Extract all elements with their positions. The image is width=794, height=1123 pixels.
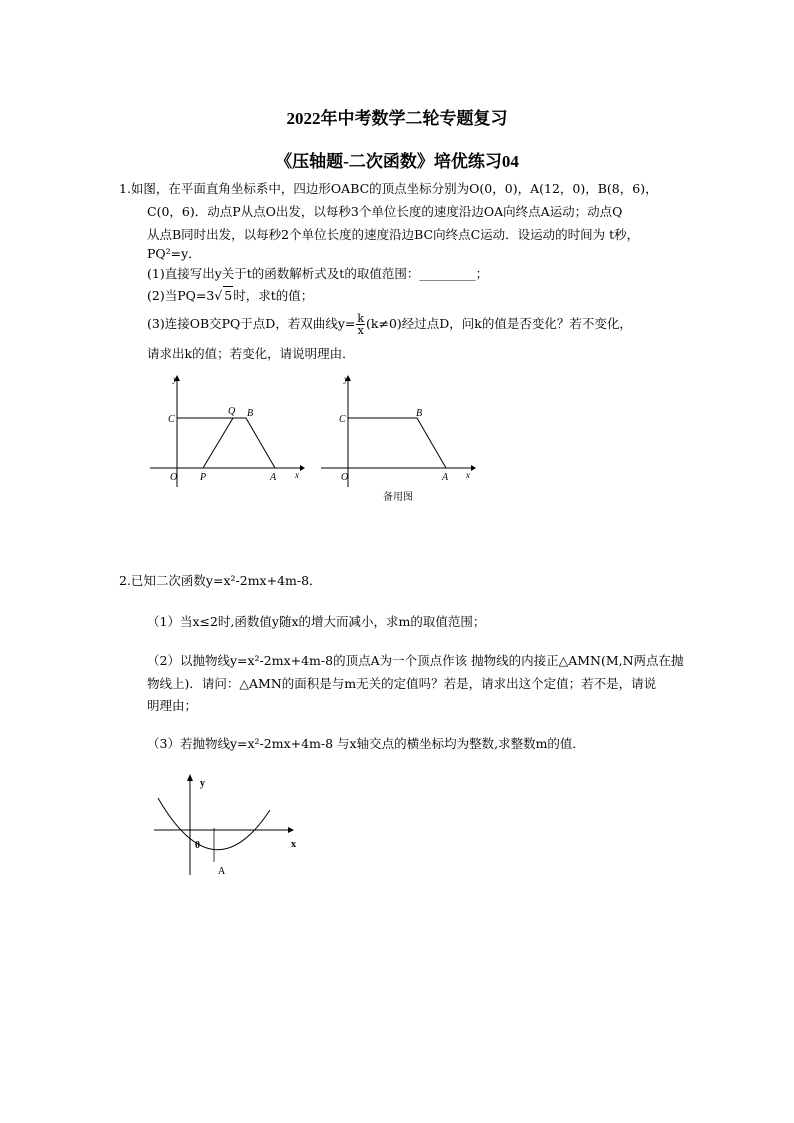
label-x: x xyxy=(466,470,470,480)
q2-part2-line2: 物线上)．请问：△AMN的面积是与m无关的定值吗？若是，请求出这个定值；若不是，请说 xyxy=(147,676,657,691)
segment-PQ xyxy=(203,418,233,468)
figure-3 xyxy=(148,770,308,880)
q1-line1: 1.如图，在平面直角坐标系中，四边形OABC的顶点坐标分别为O(0，0)，A(12，0)，B(8，6)， xyxy=(119,181,658,196)
fraction-k-over-x xyxy=(356,313,365,336)
label-origin: 0 xyxy=(195,840,200,851)
q1-part1: (1)直接写出y关于t的函数解析式及t的取值范围：_________； xyxy=(147,266,489,281)
q1-part2-radicand: 5 xyxy=(224,288,233,303)
label-A: A xyxy=(270,472,277,483)
label-x: x xyxy=(291,839,296,850)
label-B: B xyxy=(416,408,423,419)
doc-title-line2: 《压轴题-二次函数》培优练习04 xyxy=(275,152,519,171)
q2-part2-line3: 明理由； xyxy=(147,698,198,713)
label-O: O xyxy=(341,472,349,483)
label-A: A xyxy=(442,472,449,483)
q1-part3-pre: (3)连接OB交PQ于点D，若双曲线y= xyxy=(147,316,356,331)
label-B: B xyxy=(247,408,254,419)
x-axis-arrow-icon xyxy=(300,465,305,471)
sqrt-symbol: √ xyxy=(214,288,223,303)
figure-caption: 备用图 xyxy=(383,492,413,503)
q1-line3: 从点B同时出发，以每秒2个单位长度的速度沿边BC向终点C运动．设运动的时间为 t秒， xyxy=(147,227,640,242)
q1-part2 xyxy=(147,286,313,305)
label-y: y xyxy=(344,374,348,384)
q1-part2-post: 时，求t的值； xyxy=(233,288,314,303)
x-axis-arrow-icon xyxy=(471,465,476,471)
quadrilateral-outline xyxy=(348,418,446,468)
figure-1 xyxy=(145,372,310,490)
label-P: P xyxy=(200,472,207,483)
doc-title-line1: 2022年中考数学二轮专题复习 xyxy=(286,109,508,128)
label-Q: Q xyxy=(228,406,236,417)
fraction-numerator: k xyxy=(357,312,365,325)
q1-part2-pre: (2)当PQ=3 xyxy=(147,288,215,303)
q2-part2-line1: （2）以抛物线y=x²-2mx+4m-8的顶点A为一个顶点作该 抛物线的内接正△AMN(M,N两点在抛 xyxy=(147,653,684,668)
label-x: x xyxy=(295,470,299,480)
label-O: O xyxy=(170,472,178,483)
fraction-denominator: x xyxy=(357,324,364,337)
x-axis-arrow-icon xyxy=(288,827,294,833)
q2-part1: （1）当x≤2时,函数值y随x的增大而减小，求m的取值范围； xyxy=(147,614,486,629)
q1-part3 xyxy=(147,313,632,336)
q2-stem: 2.已知二次函数y=x²-2mx+4m-8． xyxy=(119,573,322,588)
q2-part3: （3）若抛物线y=x²-2mx+4m-8 与x轴交点的横坐标均为整数,求整数m的值． xyxy=(147,736,585,751)
label-C: C xyxy=(339,414,346,425)
figure-2 xyxy=(316,372,481,507)
quadrilateral-outline xyxy=(177,418,275,468)
q1-part3-line2: 请求出k的值；若变化，请说明理由． xyxy=(147,346,355,361)
y-axis-arrow-icon xyxy=(187,774,193,781)
q1-line2: C(0，6)．动点P从点O出发，以每秒3个单位长度的速度沿边OA向终点A运动；动点Q xyxy=(147,204,623,219)
q1-part3-post: (k≠0)经过点D，问k的值是否变化？若不变化， xyxy=(366,316,632,331)
label-C: C xyxy=(168,414,175,425)
label-vertex-A: A xyxy=(218,866,226,877)
label-y: y xyxy=(200,778,205,789)
label-y: y xyxy=(173,374,177,384)
q1-line4: PQ²=y． xyxy=(147,246,201,261)
